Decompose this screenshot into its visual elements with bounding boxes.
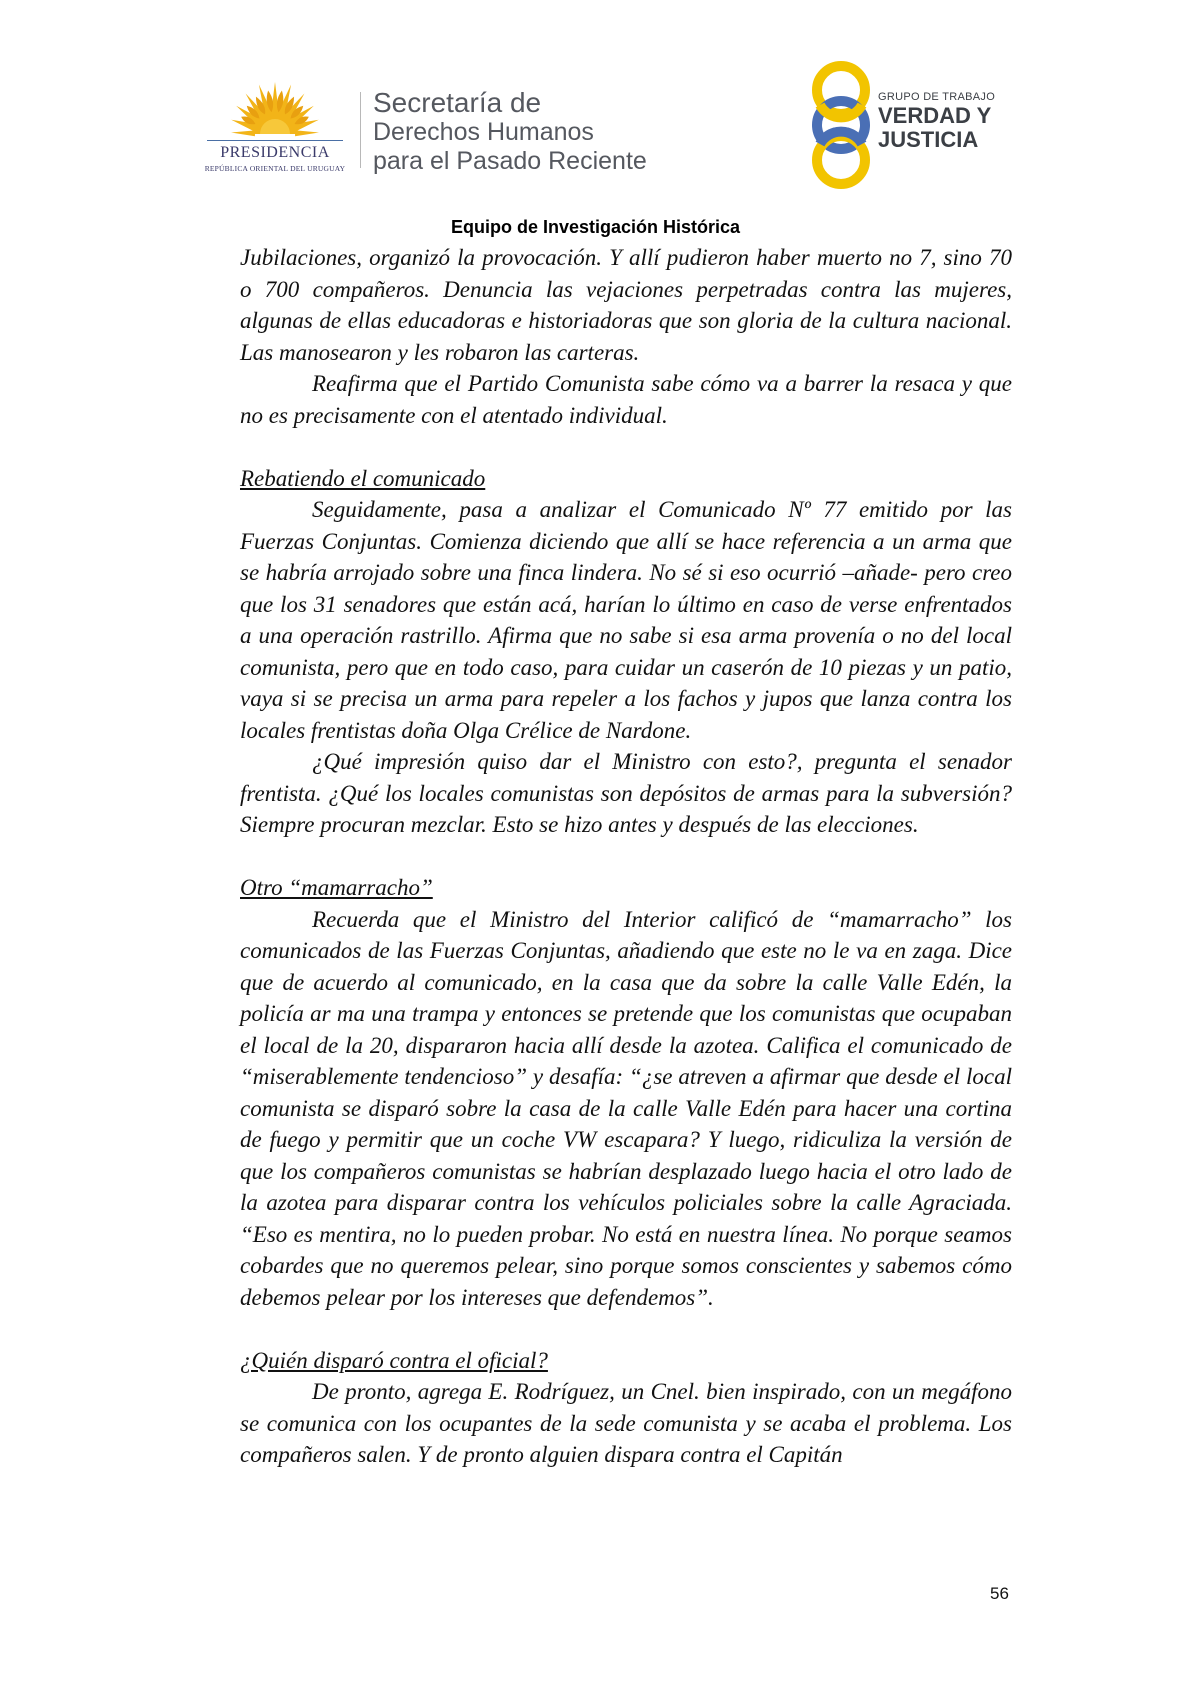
paragraph-4: ¿Qué impresión quiso dar el Ministro con esto?, pregunta el senador frentista. ¿Qué los locales comunistas son depósitos de armas para la subversión? Siempre procuran mezclar. Esto se hizo antes y después de las elecciones. bbox=[240, 749, 1012, 837]
secretaria-line-2: Derechos Humanos bbox=[373, 118, 594, 146]
header-divider bbox=[360, 92, 361, 168]
verdad-justicia-logo bbox=[806, 60, 1016, 190]
paragraph-5: Recuerda que el Ministro del Interior calificó de “mamarracho” los comunicados de las Fuerzas Conjuntas, añadiendo que este no le va en zaga. Dice que de acuerdo al comunicado, en la casa que da sobre la calle Valle Edén, la policía ar ma una trampa y entonces se pretende que los comunistas que ocupaban el local de la 20, dispararon hacia allí desde la azotea. Califica el comunicado de “miserablemente tendencioso” y desafía: “¿se atreven a afirmar que desde el local comunista se disparó sobre la casa de la calle Valle Edén para hacer una cortina de fuego y permitir que un coche VW escapara? Y luego, ridiculiza la versión de que los compañeros comunistas se habrían desplazado luego hacia el otro lado de la azotea para disparar contra los vehículos policiales sobre la calle Agraciada. “Eso es mentira, no lo pueden probar. No está en nuestra línea. No porque seamos cobardes que no queremos pelear, sino porque somos conscientes y sabemos cómo debemos pelear por los intereses que defendemos”. bbox=[240, 906, 1012, 1310]
secretaria-line-1: Secretaría de bbox=[373, 87, 542, 118]
grupo-line-2: VERDAD Y bbox=[878, 103, 992, 128]
presidencia-logo bbox=[195, 78, 355, 178]
section-heading-1: Rebatiendo el comunicado bbox=[240, 465, 486, 491]
grupo-line-1: GRUPO DE TRABAJO bbox=[878, 91, 996, 103]
presidencia-name: PRESIDENCIA bbox=[220, 144, 330, 161]
page-number: 56 bbox=[990, 1584, 1009, 1603]
presidencia-subtitle: REPÚBLICA ORIENTAL DEL URUGUAY bbox=[204, 164, 346, 173]
presidencia-underline bbox=[207, 140, 343, 141]
secretaria-line-3: para el Pasado Reciente bbox=[373, 147, 647, 175]
team-title: Equipo de Investigación Histórica bbox=[450, 217, 741, 237]
section-heading-2: Otro “mamarracho” bbox=[240, 875, 433, 900]
secretaria-title bbox=[373, 88, 647, 176]
paragraph-6: De pronto, agrega E. Rodríguez, un Cnel. bien inspirado, con un megáfono se comunica con los ocupantes de la sede comunista y se acaba el problema. Los compañeros salen. Y de pronto alguien dispara contra el Capitán bbox=[240, 1379, 1012, 1467]
page-header bbox=[0, 0, 1191, 240]
document-body bbox=[240, 242, 1012, 1471]
grupo-line-3: JUSTICIA bbox=[878, 127, 979, 152]
paragraph-1: Jubilaciones, organizó la provocación. Y allí pudieron haber muerto no 7, sino 70 o 700 compañeros. Denuncia las vejaciones perpetradas contra las mujeres, algunas de ellas educadoras e historiadoras que son gloria de la cultura nacional. Las manosearon y les robaron las carteras. bbox=[240, 245, 1012, 365]
paragraph-2: Reafirma que el Partido Comunista sabe cómo va a barrer la resaca y que no es precisamente con el atentado individual. bbox=[240, 371, 1012, 428]
sun-icon bbox=[195, 78, 355, 142]
verdad-justicia-text bbox=[878, 90, 995, 152]
rings-icon bbox=[806, 60, 876, 190]
section-heading-3: ¿Quién disparó contra el oficial? bbox=[240, 1347, 548, 1373]
paragraph-3: Seguidamente, pasa a analizar el Comunicado Nº 77 emitido por las Fuerzas Conjuntas. Comienza diciendo que allí se hace referencia a un arma que se habría arrojado sobre una finca lindera. No sé si eso ocurrió –añade- pero creo que los 31 senadores que están acá, harían lo último en caso de verse enfrentados a una operación rastrillo. Afirma que no sabe si esa arma provenía o no del local comunista, pero que en todo caso, para cuidar un caserón de 10 piezas y un patio, vaya si se precisa un arma para repeler a los fachos y jupos que lanza contra los locales frentistas doña Olga Crélice de Nardone. bbox=[240, 497, 1012, 743]
